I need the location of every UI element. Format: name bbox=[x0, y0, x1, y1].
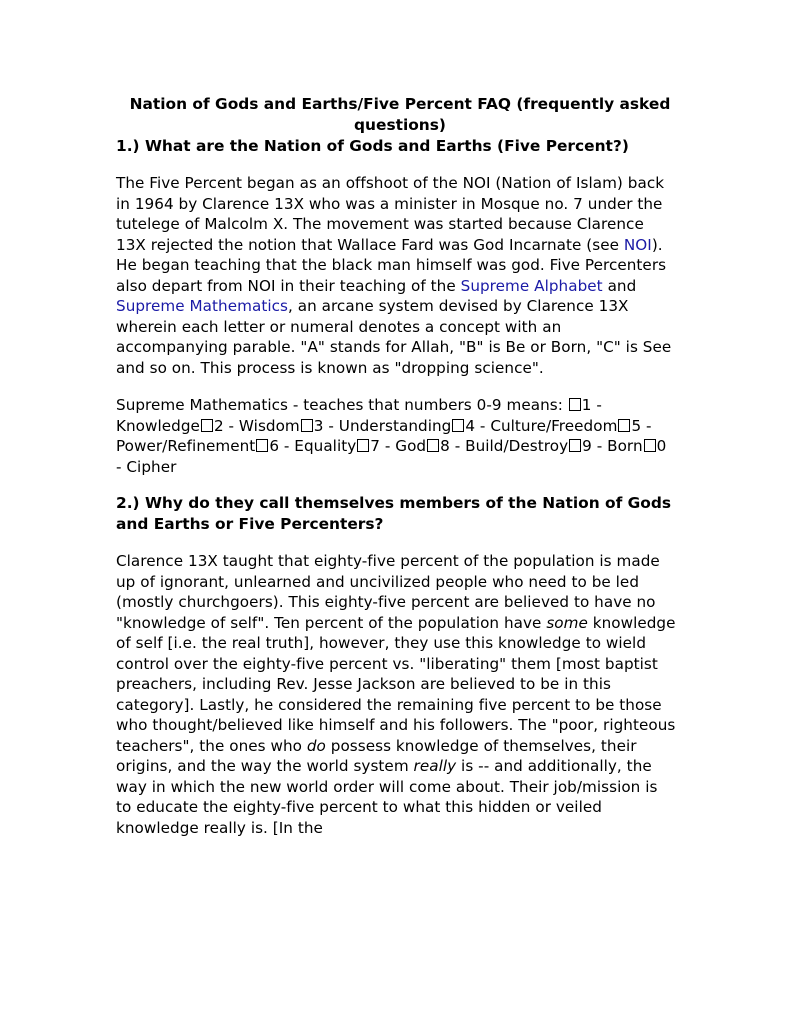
noi-link[interactable]: NOI bbox=[623, 235, 652, 254]
math-item: 7 - God bbox=[370, 437, 427, 455]
text-run: knowledge of self [i.e. the real truth], however, they use this knowledge to wield control over the eighty-five percent vs. "liberating" them [most baptist preachers, including Rev. Jesse Jackson are believed to be in this category]. Lastly, he considered the remaining five percent to be those who thought/believed like himself and his followers. The "poor, righteous teachers", the ones who bbox=[116, 613, 676, 755]
emphasis-some: some bbox=[546, 613, 588, 632]
box-glyph-icon bbox=[569, 439, 581, 452]
math-item: 5 - Power/Refinement bbox=[116, 416, 652, 455]
text-run: ). He began teaching that the black man himself was god. Five Percenters also depart from NOI in their teaching of the bbox=[116, 235, 667, 295]
question-1-heading: 1.) What are the Nation of Gods and Earths (Five Percent?) bbox=[116, 137, 629, 155]
question-2-answer-paragraph bbox=[116, 551, 676, 838]
text-run: , an arcane system devised by Clarence 13X wherein each letter or numeral denotes a concept with an accompanying parable. "A" stands for Allah, "B" is Be or Born, "C" is See and so on. This process is known as "dropping science". bbox=[116, 297, 672, 377]
box-glyph-icon bbox=[618, 419, 630, 432]
box-glyph-icon bbox=[644, 439, 656, 452]
math-item: 9 - Born bbox=[582, 437, 643, 455]
supreme-mathematics-link[interactable]: Supreme Mathematics bbox=[116, 297, 288, 315]
box-glyph-icon bbox=[569, 398, 581, 411]
text-run: is -- and additionally, the way in which the new world order will come about. Their job/mission is to educate the eighty-five percent to what this hidden or veiled knowledge really is. [In the bbox=[116, 757, 658, 837]
question-1-answer-paragraph bbox=[116, 173, 676, 378]
supreme-mathematics-paragraph bbox=[116, 395, 676, 477]
box-glyph-icon bbox=[256, 439, 268, 452]
box-glyph-icon bbox=[301, 419, 313, 432]
math-item: 2 - Wisdom bbox=[213, 416, 300, 435]
box-glyph-icon bbox=[427, 439, 439, 452]
text-run: The Five Percent began as an offshoot of the NOI (Nation of Islam) back in 1964 by Clarence 13X who was a minister in Mosque no. 7 under the tutelege of Malcolm X. The movement was started because Clarence 13X rejected the notion that Wallace Fard was God Incarnate (see bbox=[116, 174, 665, 254]
text-run: and bbox=[602, 276, 637, 295]
math-item: 1 - Knowledge bbox=[116, 396, 602, 435]
question-2-heading: 2.) Why do they call themselves members of the Nation of Gods and Earths or Five Percenters? bbox=[116, 494, 672, 533]
math-item: 4 - Culture/Freedom bbox=[465, 416, 618, 435]
page-title: Nation of Gods and Earths/Five Percent FAQ (frequently asked questions) bbox=[129, 95, 671, 134]
math-item: 6 - Equality bbox=[269, 437, 357, 455]
math-item: 0 - Cipher bbox=[116, 437, 667, 476]
math-item: 3 - Understanding bbox=[313, 416, 452, 435]
box-glyph-icon bbox=[357, 439, 369, 452]
emphasis-really: really bbox=[413, 757, 457, 775]
math-item: 8 - Build/Destroy bbox=[440, 437, 569, 455]
box-glyph-icon bbox=[201, 419, 213, 432]
supreme-alphabet-link[interactable]: Supreme Alphabet bbox=[460, 276, 603, 295]
emphasis-do: do bbox=[306, 736, 326, 755]
text-run: Supreme Mathematics - teaches that numbers 0-9 means: bbox=[116, 396, 568, 414]
document-page bbox=[116, 94, 676, 838]
text-run: Clarence 13X taught that eighty-five percent of the population is made up of ignorant, unlearned and uncivilized people who need to be led (mostly churchgoers). This eighty-five percent are believed to have no "knowledge of self". Ten percent of the population have bbox=[116, 552, 660, 632]
text-run: possess knowledge of themselves, their origins, and the way the world system bbox=[116, 736, 637, 775]
box-glyph-icon bbox=[452, 419, 464, 432]
